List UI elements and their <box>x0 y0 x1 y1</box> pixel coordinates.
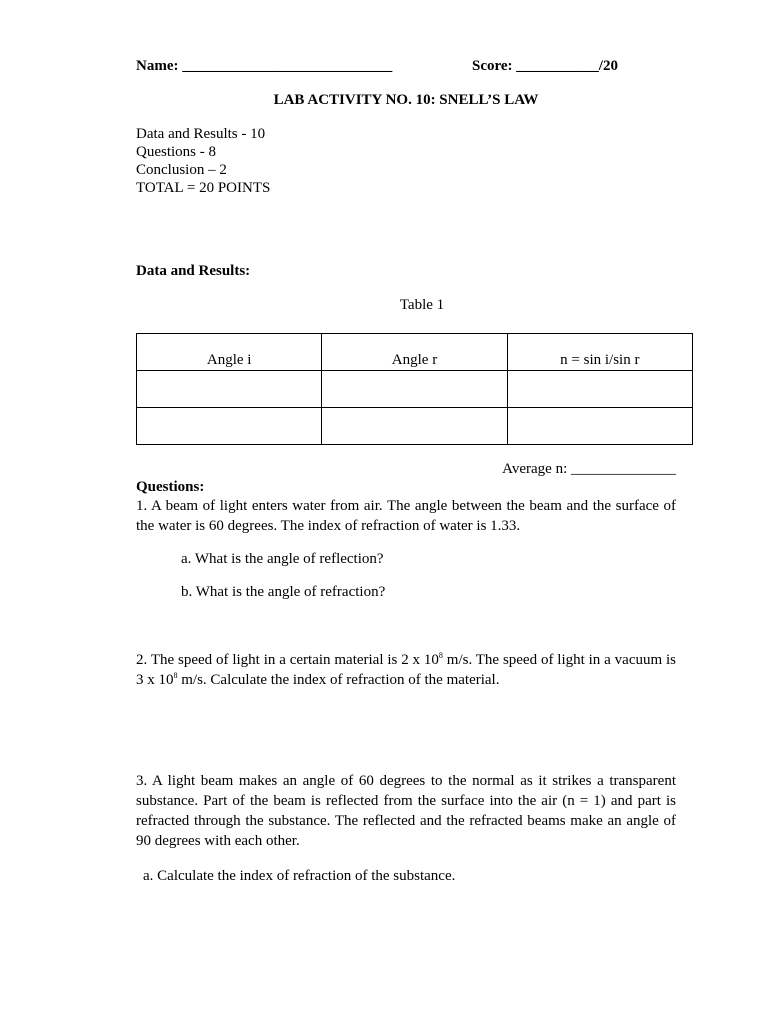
questions-heading: Questions: <box>136 479 205 495</box>
data-results-heading: Data and Results: <box>136 263 251 279</box>
table-cell[interactable] <box>322 371 507 408</box>
question-1: 1. A beam of light enters water from air. The angle between the beam and the surface of the water is 60 degrees. The index of refraction of water is 1.33. <box>136 498 676 534</box>
header-row <box>136 58 676 78</box>
question-1a: a. What is the angle of reflection? <box>181 551 384 567</box>
question-2-part3: m/s. Calculate the index of refraction of the material. <box>177 672 500 688</box>
table-cell[interactable] <box>507 408 692 445</box>
table-cell[interactable] <box>137 371 322 408</box>
average-n-label: Average n: ______________ <box>502 461 676 477</box>
column-header-angle-r: Angle r <box>322 334 507 371</box>
column-header-angle-i: Angle i <box>137 334 322 371</box>
question-1b: b. What is the angle of refraction? <box>181 584 386 600</box>
score-field-label: Score: ___________/20 <box>472 58 618 74</box>
question-2 <box>136 650 676 690</box>
points-total: TOTAL = 20 POINTS <box>136 180 271 196</box>
table-row <box>137 408 693 445</box>
points-breakdown <box>136 125 270 197</box>
table-row <box>137 371 693 408</box>
points-data-results: Data and Results - 10 <box>136 126 266 142</box>
results-table <box>136 333 693 445</box>
question-3: 3. A light beam makes an angle of 60 degrees to the normal as it strikes a transparent substance. Part of the beam is reflected from the surface into the air (n = 1) and part is refracted through the substance. The reflected and the refracted beams make an angle of 90 degrees with each other. <box>136 773 676 849</box>
question-2-exponent-1: 8 <box>438 651 443 660</box>
question-2-exponent-2: 8 <box>173 671 178 680</box>
name-field-label: Name: ____________________________ <box>136 58 393 74</box>
table-caption: Table 1 <box>399 297 445 313</box>
column-header-n: n = sin i/sin r <box>507 334 692 371</box>
table-cell[interactable] <box>137 408 322 445</box>
table-cell[interactable] <box>507 371 692 408</box>
question-2-part1: 2. The speed of light in a certain material is 2 x 10 <box>136 652 439 668</box>
question-2-part2: m/s. The speed of light in a vacuum is 3 x 10 <box>136 652 676 688</box>
points-conclusion: Conclusion – 2 <box>136 162 227 178</box>
page-title: LAB ACTIVITY NO. 10: SNELL’S LAW <box>273 92 539 108</box>
table-header-row <box>137 334 693 371</box>
table-cell[interactable] <box>322 408 507 445</box>
question-3a: a. Calculate the index of refraction of the substance. <box>143 868 456 884</box>
points-questions: Questions - 8 <box>136 144 216 160</box>
